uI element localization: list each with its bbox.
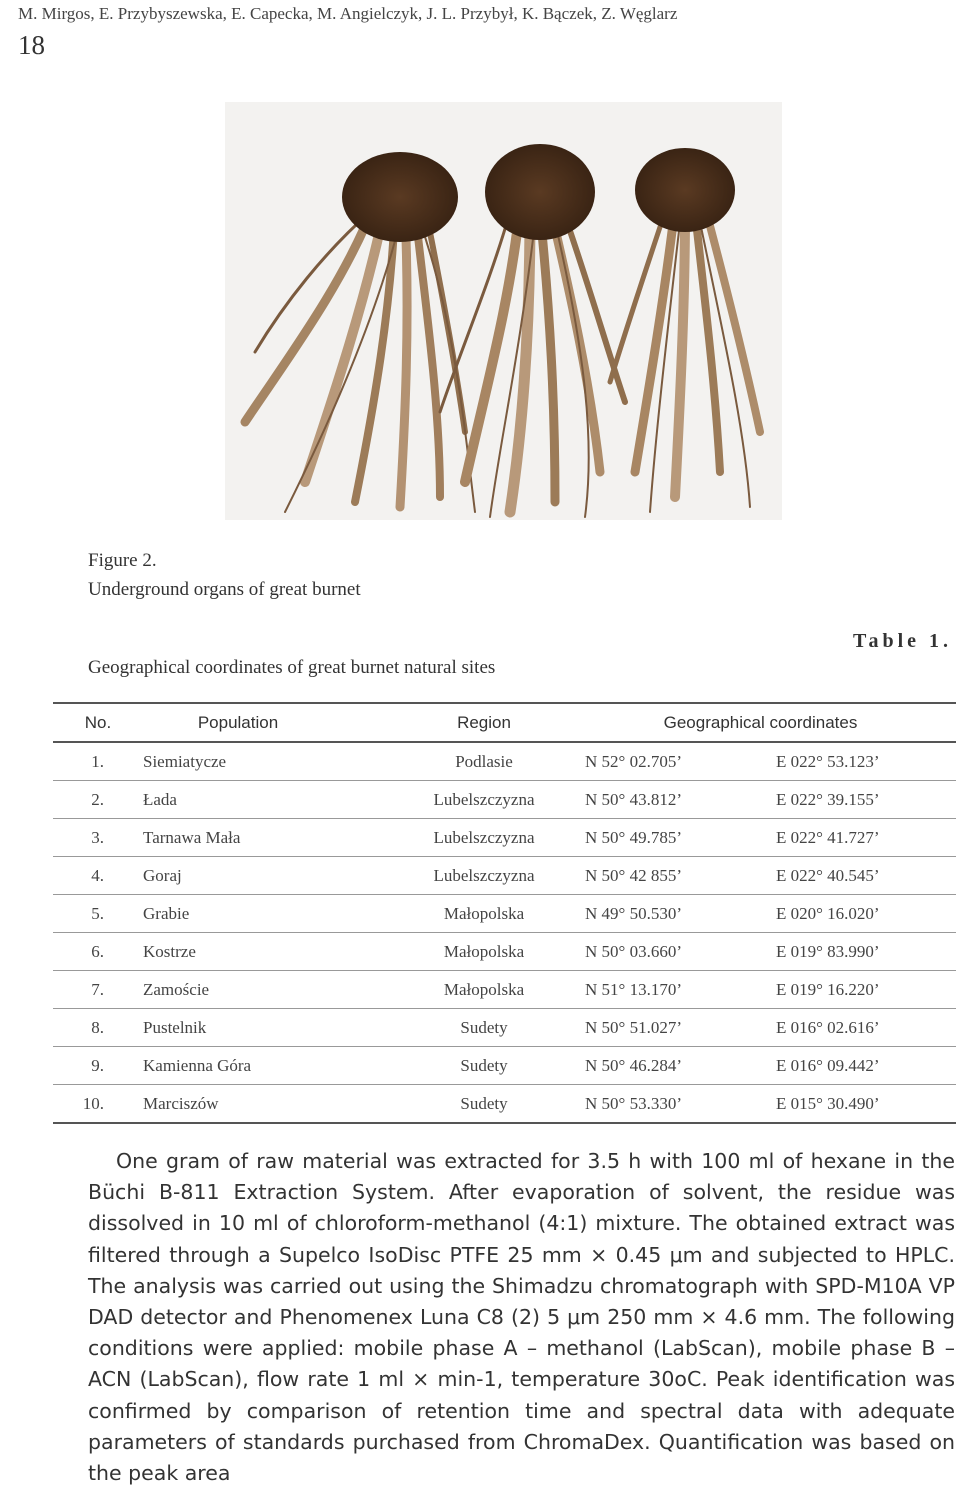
table-row — [53, 933, 956, 971]
cell-no: 4. — [53, 857, 142, 895]
cell-region: Małopolska — [403, 895, 565, 933]
table-row — [53, 857, 956, 895]
cell-no: 7. — [53, 971, 142, 1009]
cell-no: 3. — [53, 819, 142, 857]
table-row — [53, 742, 956, 781]
cell-longitude: E 016° 09.442’ — [776, 1047, 956, 1085]
table-row — [53, 971, 956, 1009]
cell-latitude: N 50° 46.284’ — [565, 1047, 776, 1085]
header-region: Region — [457, 712, 511, 732]
table-label: Table 1. — [852, 630, 952, 652]
cell-population: Kostrze — [142, 933, 403, 971]
figure-caption — [88, 546, 361, 604]
cell-no: 6. — [53, 933, 142, 971]
cell-population: Kamienna Góra — [142, 1047, 403, 1085]
cell-region: Sudety — [403, 1047, 565, 1085]
cell-longitude: E 016° 02.616’ — [776, 1009, 956, 1047]
cell-latitude: N 50° 42 855’ — [565, 857, 776, 895]
roots-illustration — [225, 102, 782, 520]
cell-latitude: N 50° 43.812’ — [565, 781, 776, 819]
header-population: Population — [197, 712, 279, 732]
cell-latitude: N 50° 53.330’ — [565, 1085, 776, 1124]
cell-longitude: E 019° 83.990’ — [776, 933, 956, 971]
cell-region: Podlasie — [403, 742, 565, 781]
cell-region: Sudety — [403, 1085, 565, 1124]
crown-left — [342, 152, 458, 242]
cell-no: 9. — [53, 1047, 142, 1085]
crown-right — [635, 148, 735, 232]
cell-no: 10. — [53, 1085, 142, 1124]
table-header-row — [53, 703, 956, 742]
figure-label: Figure 2. — [88, 550, 157, 571]
cell-population: Pustelnik — [142, 1009, 403, 1047]
cell-no: 5. — [53, 895, 142, 933]
body-text — [88, 1146, 955, 1489]
cell-population: Tarnawa Mała — [142, 819, 403, 857]
cell-population: Marciszów — [142, 1085, 403, 1124]
coordinates-table — [53, 702, 956, 1124]
page-number: 18 — [18, 30, 45, 60]
cell-latitude: N 51° 13.170’ — [565, 971, 776, 1009]
cell-region: Małopolska — [403, 933, 565, 971]
cell-longitude: E 022° 53.123’ — [776, 742, 956, 781]
cell-latitude: N 50° 49.785’ — [565, 819, 776, 857]
cell-no: 1. — [53, 742, 142, 781]
cell-longitude: E 022° 41.727’ — [776, 819, 956, 857]
cell-population: Zamoście — [142, 971, 403, 1009]
cell-longitude: E 019° 16.220’ — [776, 971, 956, 1009]
table-row — [53, 781, 956, 819]
table-row — [53, 1047, 956, 1085]
cell-latitude: N 49° 50.530’ — [565, 895, 776, 933]
cell-region: Lubelszczyzna — [403, 781, 565, 819]
cell-population: Goraj — [142, 857, 403, 895]
table-title: Geographical coordinates of great burnet natural sites — [88, 657, 496, 678]
cell-longitude: E 022° 40.545’ — [776, 857, 956, 895]
cell-latitude: N 50° 51.027’ — [565, 1009, 776, 1047]
cell-population: Siemiatycze — [142, 742, 403, 781]
cell-population: Grabie — [142, 895, 403, 933]
figure-caption-text: Underground organs of great burnet — [88, 579, 361, 600]
cell-region: Lubelszczyzna — [403, 857, 565, 895]
root-photo — [225, 102, 782, 520]
cell-longitude: E 015° 30.490’ — [776, 1085, 956, 1124]
running-header-authors: M. Mirgos, E. Przybyszewska, E. Capecka, M. Angielczyk, J. L. Przybył, K. Bączek, Z. Węglarz — [18, 4, 678, 23]
cell-population: Łada — [142, 781, 403, 819]
table-row — [53, 1085, 956, 1124]
cell-latitude: N 52° 02.705’ — [565, 742, 776, 781]
cell-longitude: E 020° 16.020’ — [776, 895, 956, 933]
header-coordinates: Geographical coordinates — [663, 712, 858, 732]
header-no: No. — [84, 712, 112, 732]
table-row — [53, 895, 956, 933]
cell-region: Lubelszczyzna — [403, 819, 565, 857]
crown-middle — [485, 144, 595, 240]
table-row — [53, 819, 956, 857]
cell-longitude: E 022° 39.155’ — [776, 781, 956, 819]
cell-region: Małopolska — [403, 971, 565, 1009]
cell-no: 2. — [53, 781, 142, 819]
cell-no: 8. — [53, 1009, 142, 1047]
body-paragraph: One gram of raw material was extracted for 3.5 h with 100 ml of hexane in the Büchi B-811 Extraction System. After evaporation of solvent, the residue was dissolved in 10 ml of chloroform-methanol (4:1) mixture. The obtained extract was filtered through a Supelco IsoDisc PTFE 25 mm × 0.45 μm and subjected to HPLC. The analysis was carried out using the Shimadzu chromatograph with SPD-M10A VP DAD detector and Phenomenex Luna C8 (2) 5 μm 250 mm × 4.6 mm. The following conditions were applied: mobile phase A – methanol (LabScan), mobile phase B – ACN (LabScan), flow rate 1 ml × min-1, temperature 30oC. Peak identification was confirmed by comparison of retention time and spectral data with adequate parameters of standards purchased from ChromaDex. Quantification was based on the peak area — [88, 1149, 955, 1486]
table-body — [53, 742, 956, 1123]
cell-latitude: N 50° 03.660’ — [565, 933, 776, 971]
table-row — [53, 1009, 956, 1047]
cell-region: Sudety — [403, 1009, 565, 1047]
